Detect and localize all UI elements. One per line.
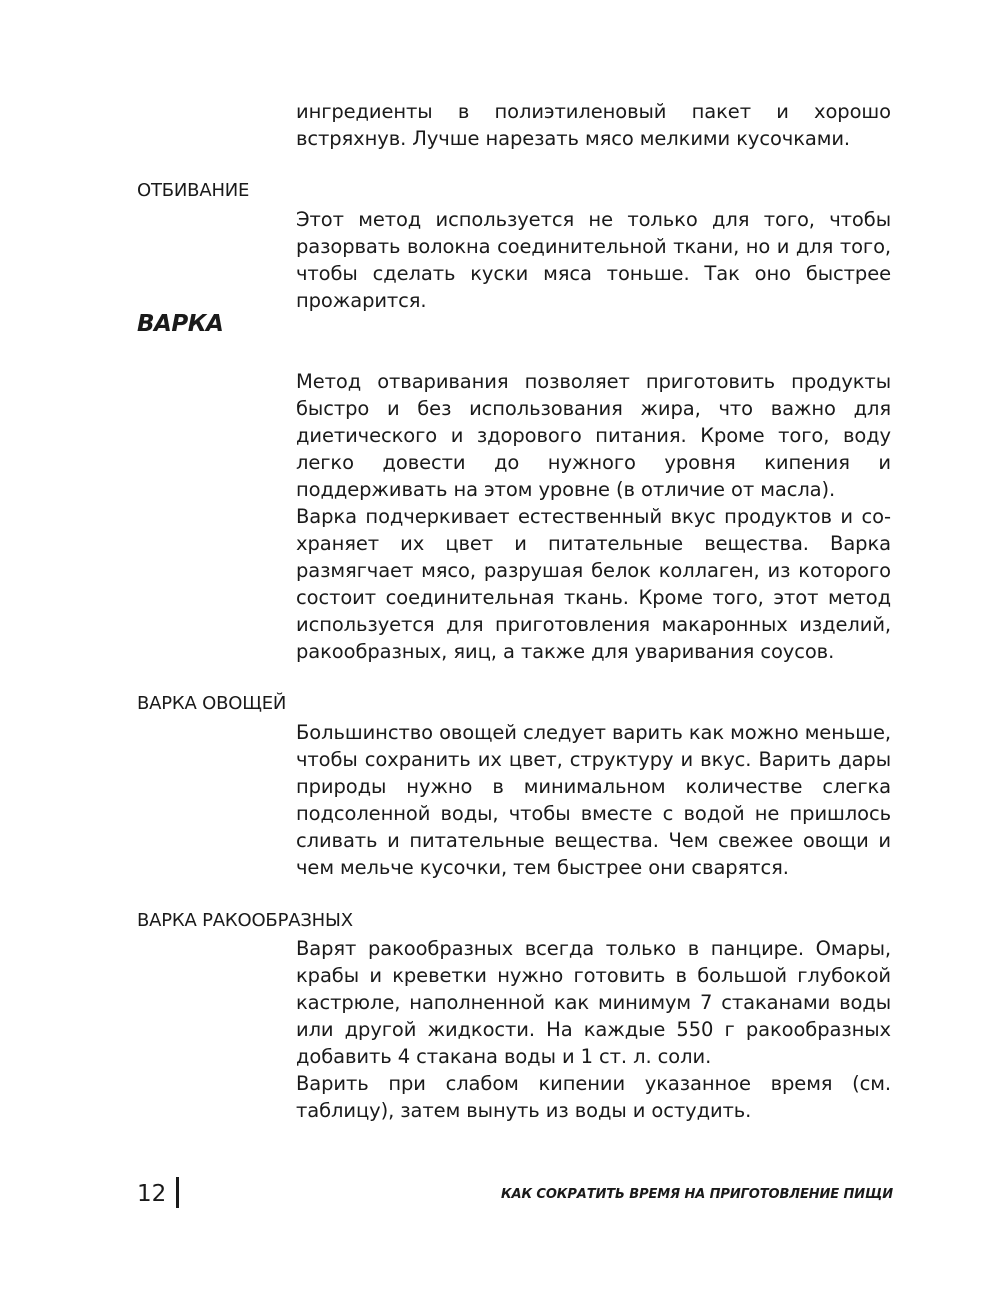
varka-paragraph-2: Варка подчеркивает естественный вкус продуктов и сохраняет их цвет и питательные вещества. Варка размягчает мясо, разрушая белок коллаген, из которого состоит соединительная ткань. Кроме того, этот метод используется для приготовления макаронных изделий, ракообразных, яиц, а также для уваривания соусов. (296, 505, 891, 663)
varka-rakoobraznykh-heading: ВАРКА РАКООБРАЗНЫХ (137, 910, 353, 931)
footer-divider (176, 1177, 179, 1208)
varka-section-title: ВАРКА (137, 311, 224, 337)
otbivanie-heading: ОТБИВАНИЕ (137, 180, 250, 201)
varka-paragraph-1: Метод отваривания позволяет приготовить продукты быстро и без использования жира, что важно для диетического и здорового питания. Кроме того, воду легко довести до нужного уровня кипения и поддерживать на этом уровне (в отличие от масла). (296, 370, 891, 501)
varka-ovoshchey-paragraph: Большинство овощей следует варить как можно меньше, чтобы сохранить их цвет, структуру и вкус. Варить дары природы нужно в минимальном количестве слегка подсоленной воды, чтобы вместе с водой не пришлось сливать и питательные вещества. Чем свежее овощи и чем мельче кусочки, тем быстрее они сварятся. (296, 721, 891, 879)
otbivanie-paragraph: Этот метод используется не только для того, чтобы разорвать волокна соединительной ткани, но и для того, чтобы сделать куски мяса тоньше. Так оно быстрее прожарится. (296, 208, 891, 312)
varka-rakoobraznykh-paragraph-1: Варят ракообразных всегда только в панцире. Омары, крабы и креветки нужно готовить в большой глубокой кастрюле, наполненной как минимум 7 стаканами воды или другой жидкости. На каждые 550 г ракообразных добавить 4 стакана воды и 1 ст. л. соли. (296, 937, 891, 1068)
varka-rakoobraznykh-paragraph-2: Варить при слабом кипении указанное время (см. таблицу), затем вынуть из воды и остудить. (296, 1072, 891, 1122)
running-title: КАК СОКРАТИТЬ ВРЕМЯ НА ПРИГОТОВЛЕНИЕ ПИЩИ (500, 1187, 893, 1202)
intro-paragraph: ингредиенты в полиэтиленовый пакет и хорошо встряхнув. Лучше нарезать мясо мелкими кусочками. (296, 100, 891, 150)
page-number: 12 (137, 1181, 167, 1207)
varka-ovoshchey-heading: ВАРКА ОВОЩЕЙ (137, 693, 287, 714)
